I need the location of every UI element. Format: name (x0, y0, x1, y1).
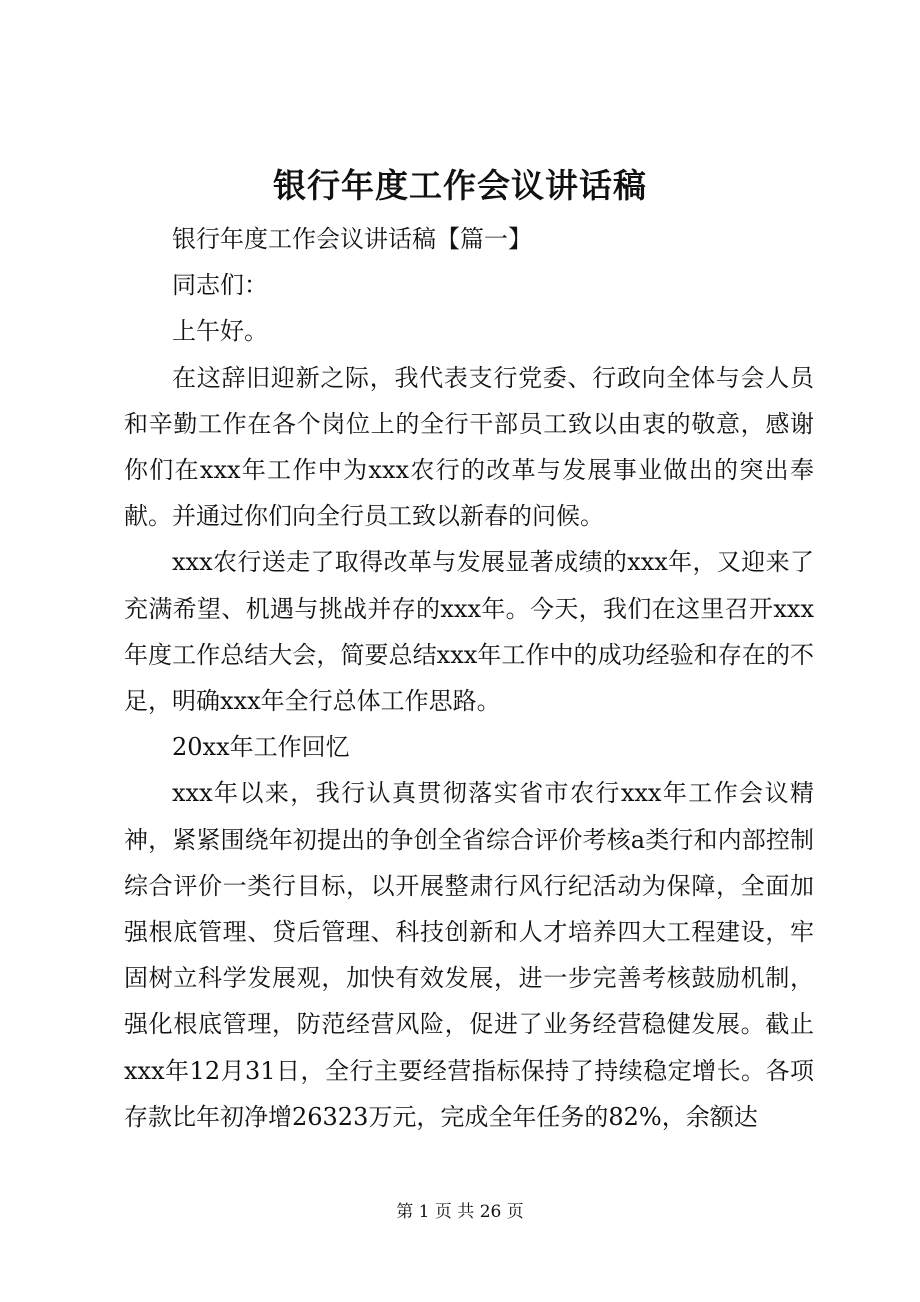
paragraph-thanks: 在这辞旧迎新之际，我代表支行党委、行政向全体与会人员和辛勤工作在各个岗位上的全行干部员工致以由衷的敬意，感谢你们在xxx年工作中为xxx农行的改革与发展事业做出的突出奉献。并通过你们向全行员工致以新春的问候。 (124, 363, 814, 531)
paragraph-subheading: 20xx年工作回忆 (172, 733, 350, 762)
page-number-footer: 第 1 页 共 26 页 (396, 1202, 524, 1222)
document-title: 银行年度工作会议讲话稿 (273, 166, 647, 205)
paragraph-salutation: 同志们： (172, 271, 268, 300)
paragraph-section-heading: 银行年度工作会议讲话稿【篇一】 (172, 225, 532, 253)
paragraph-review-intro: xxx农行送走了取得改革与发展显著成绩的xxx年，又迎来了充满希望、机遇与挑战并存的xxx年。今天，我们在这里召开xxx年度工作总结大会，简要总结xxx年工作中的成功经验和存在的不足，明确xxx年全行总体工作思路。 (124, 548, 814, 716)
paragraph-greeting: 上午好。 (172, 317, 268, 346)
paragraph-review-body: xxx年以来，我行认真贯彻落实省市农行xxx年工作会议精神，紧紧围绕年初提出的争创全省综合评价考核a类行和内部控制综合评价一类行目标，以开展整肃行风行纪活动为保障，全面加强根底管理、贷后管理、科技创新和人才培养四大工程建设，牢固树立科学发展观，加快有效发展，进一步完善考核鼓励机制，强化根底管理，防范经营风险，促进了业务经营稳健发展。截止xxx年12月31日，全行主要经营指标保持了持续稳定增长。各项存款比年初净增26323万元，完成全年任务的82%，余额达 (124, 779, 814, 1131)
document-body (124, 216, 814, 1140)
